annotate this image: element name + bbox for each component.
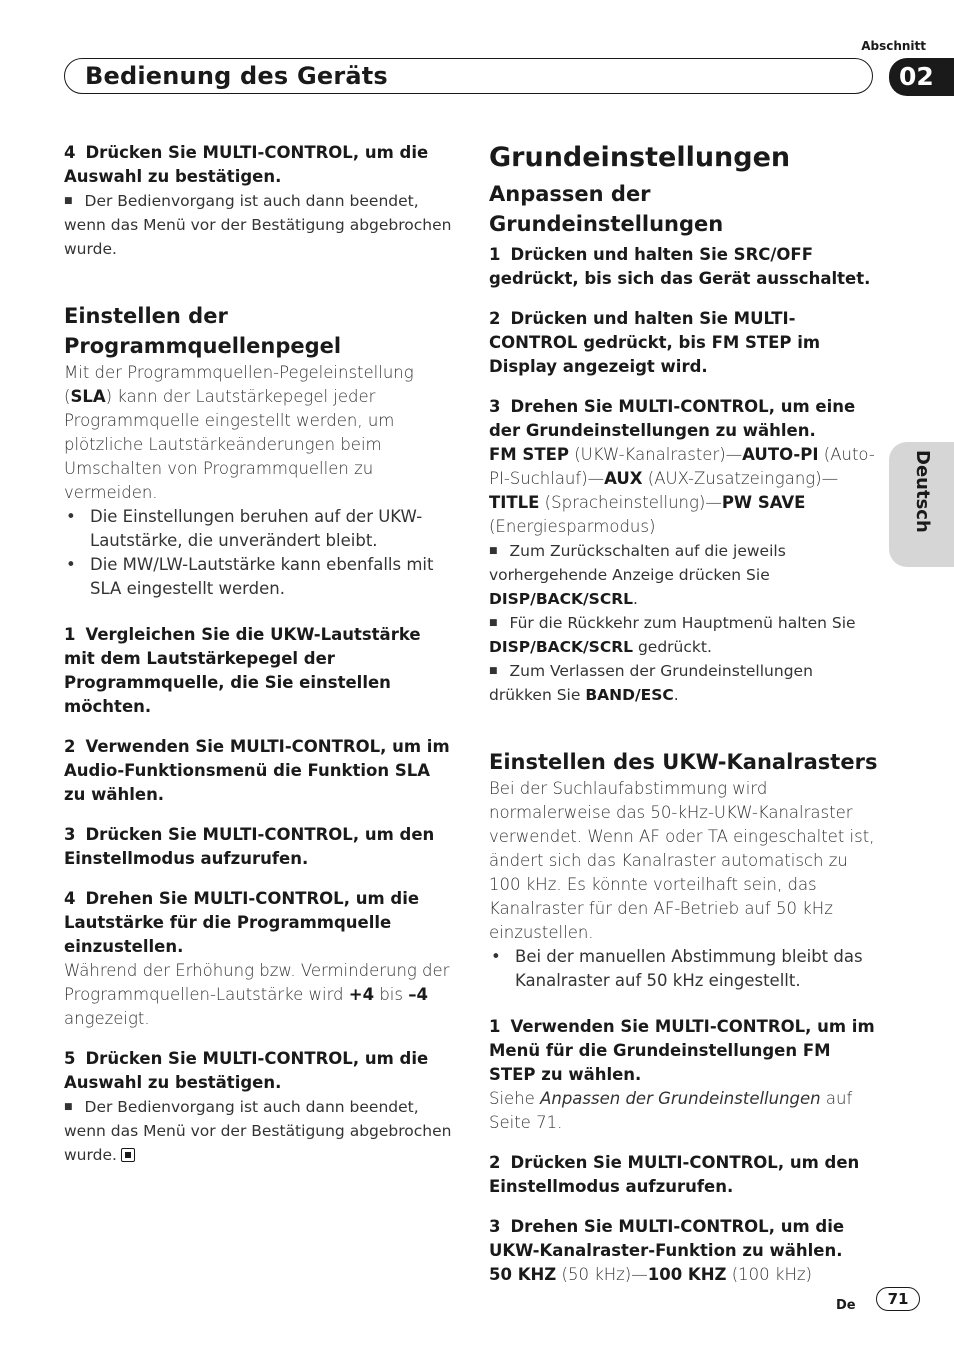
ukw-step-2: 2 Drücken Sie MULTI-CONTROL, um den Einstellmodus aufzurufen.	[489, 1153, 860, 1196]
ukw-step-1: 1 Verwenden Sie MULTI-CONTROL, um im Menü für die Grundeinstellungen FM STEP zu wählen.	[489, 1017, 875, 1084]
square-bullet-icon: ■	[64, 1102, 73, 1112]
heading-grundeinstellungen: Grundeinstellungen	[489, 142, 791, 173]
sla-step-5: 5 Drücken Sie MULTI-CONTROL, um die Auswahl zu bestätigen.	[64, 1049, 429, 1092]
sla-intro: Mit der Programmquellen-Pegeleinstellung (SLA) kann der Lautstärkepegel jeder Programmquelle eingestellt werden, um plötzliche Lautstärkeänderungen beim Umschalten von Programmquellen zu vermeiden.	[64, 363, 414, 502]
setup-step-1: 1 Drücken und halten Sie SRC/OFF gedrückt, bis sich das Gerät ausschaltet.	[489, 245, 871, 288]
ukw-step-1-body: Siehe Anpassen der Grundeinstellungen auf Seite 71.	[489, 1089, 853, 1132]
chapter-header	[64, 58, 873, 94]
ukw-intro: Bei der Suchlaufabstimmung wird normalerweise das 50-kHz-UKW-Kanalraster verwendet. Wenn AF oder TA eingeschaltet ist, ändert sich das Kanalraster automatisch zu 100 kHz. Es könnte vorteilhaft sein, das Kanalraster für den AF-Betrieb auf 50 kHz einzustellen.	[489, 779, 875, 942]
square-bullet-icon: ■	[489, 666, 498, 676]
subheading-ukw-kanalraster: Einstellen des UKW-Kanalrasters	[489, 750, 878, 774]
section-label: Abschnitt	[861, 39, 926, 53]
section-number-badge: 02	[889, 58, 954, 96]
end-mark-icon	[121, 1148, 135, 1162]
square-bullet-icon: ■	[489, 618, 498, 628]
left-column	[64, 141, 456, 1167]
language-tab-label: Deutsch	[912, 450, 933, 533]
setup-step-2: 2 Drücken und halten Sie MULTI-CONTROL gedrückt, bis FM STEP im Display angezeigt wird.	[489, 309, 821, 376]
note-main-menu: ■ Für die Rückkehr zum Hauptmenü halten Sie DISP/BACK/SCRL gedrückt.	[489, 614, 856, 656]
sla-step-2: 2 Verwenden Sie MULTI-CONTROL, um im Audio-Funktionsmenü die Funktion SLA zu wählen.	[64, 737, 450, 804]
note-back: ■ Zum Zurückschalten auf die jeweils vorhergehende Anzeige drücken Sie DISP/BACK/SCRL.	[489, 542, 786, 608]
ukw-step-3: 3 Drehen Sie MULTI-CONTROL, um die UKW-Kanalraster-Funktion zu wählen.	[489, 1217, 845, 1260]
bullet-manual-tuning: • Bei der manuellen Abstimmung bleibt das Kanalraster auf 50 kHz eingestellt.	[489, 945, 879, 993]
setup-step-3: 3 Drehen Sie MULTI-CONTROL, um eine der Grundeinstellungen zu wählen.	[489, 397, 856, 440]
ukw-step-3-options: 50 KHZ (50 kHz)—100 KHZ (100 kHz)	[489, 1265, 812, 1284]
square-bullet-icon: ■	[489, 546, 498, 556]
sla-step-4-body: Während der Erhöhung bzw. Verminderung der Programmquellen-Lautstärke wird +4 bis –4 angezeigt.	[64, 961, 450, 1028]
subheading-anpassen: Anpassen der Grundeinstellungen	[489, 182, 724, 236]
heading-programmquellenpegel: Einstellen der Programmquellenpegel	[64, 304, 342, 358]
note-exit: ■ Zum Verlassen der Grundeinstellungen drükken Sie BAND/ESC.	[489, 662, 813, 704]
setup-options: FM STEP (UKW-Kanalraster)—AUTO-PI (Auto-PI-Suchlauf)—AUX (AUX-Zusatzeingang)—TITLE (Spracheinstellung)—PW SAVE (Energiesparmodus)	[489, 445, 875, 536]
note-cancel-2: ■ Der Bedienvorgang ist auch dann beendet, wenn das Menü vor der Bestätigung abgebrochen wurde.	[64, 1098, 452, 1164]
sla-step-3: 3 Drücken Sie MULTI-CONTROL, um den Einstellmodus aufzurufen.	[64, 825, 435, 868]
sla-step-1: 1 Vergleichen Sie die UKW-Lautstärke mit dem Lautstärkepegel der Programmquelle, die Sie einstellen möchten.	[64, 625, 421, 716]
note-cancel: ■ Der Bedienvorgang ist auch dann beendet, wenn das Menü vor der Bestätigung abgebrochen wurde.	[64, 192, 452, 258]
sla-step-4: 4 Drehen Sie MULTI-CONTROL, um die Lautstärke für die Programmquelle einzustellen.	[64, 889, 420, 956]
bullet-ukw: • Die Einstellungen beruhen auf der UKW-Lautstärke, die unverändert bleibt.	[64, 505, 456, 553]
square-bullet-icon: ■	[64, 196, 73, 206]
footer-language: De	[836, 1298, 856, 1313]
chapter-title: Bedienung des Geräts	[85, 62, 388, 90]
step-4-confirm: 4 Drücken Sie MULTI-CONTROL, um die Auswahl zu bestätigen.	[64, 143, 429, 186]
language-tab	[889, 442, 954, 567]
page-number: 71	[876, 1287, 920, 1311]
right-column	[489, 141, 879, 1287]
bullet-mwlw: • Die MW/LW-Lautstärke kann ebenfalls mit SLA eingestellt werden.	[64, 553, 456, 601]
